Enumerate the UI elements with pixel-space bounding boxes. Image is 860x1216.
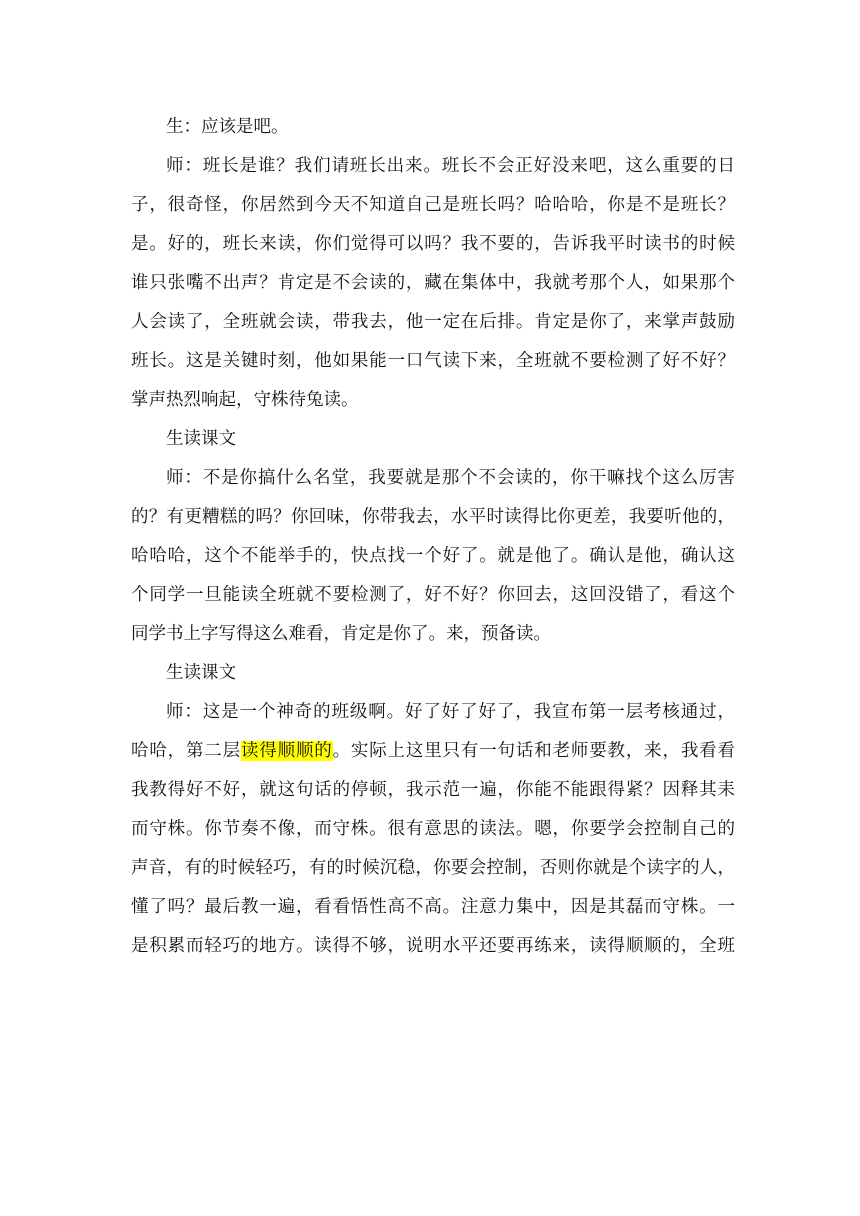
highlighted-text: 读得顺顺的 — [240, 741, 333, 761]
paragraph-line: 谁只张嘴不出声？肯定是不会读的，藏在集体中，我就考那个人，如果那个 — [131, 273, 735, 293]
paragraph-line: 生：应该是吧。 — [166, 117, 289, 137]
paragraph-line: 掌声热烈响起，守株待兔读。 — [131, 390, 359, 410]
paragraph-line: 声音，有的时候轻巧，有的时候沉稳，你要会控制，否则你就是个读字的人， — [131, 858, 735, 878]
paragraph-line: 是。好的，班长来读，你们觉得可以吗？我不要的，告诉我平时读书的时候 — [131, 234, 735, 254]
document-body — [131, 108, 735, 966]
text-segment: 哈哈，第二层 — [131, 741, 241, 761]
paragraph-line: 生读课文 — [166, 663, 236, 683]
paragraph-line: 哈哈哈，这个不能举手的，快点找一个好了。就是他了。确认是他，确认这 — [131, 546, 735, 566]
paragraph-line: 子，很奇怪，你居然到今天不知道自己是班长吗？哈哈哈，你是不是班长？ — [131, 195, 735, 215]
paragraph-line: 班长。这是关键时刻，他如果能一口气读下来，全班就不要检测了好不好？ — [131, 351, 735, 371]
paragraph-line: 师：这是一个神奇的班级啊。好了好了好了，我宣布第一层考核通过， — [166, 702, 735, 722]
paragraph-line: 人会读了，全班就会读，带我去，他一定在后排。肯定是你了，来掌声鼓励 — [131, 312, 735, 332]
paragraph-line: 是积累而轻巧的地方。读得不够，说明水平还要再练来，读得顺顺的，全班 — [131, 936, 735, 956]
text-segment: 。实际上这里只有一句话和老师要教，来，我看看 — [332, 741, 735, 761]
paragraph-line-with-highlight — [131, 732, 735, 771]
paragraph-line: 我教得好不好，就这句话的停顿，我示范一遍，你能不能跟得紧？因释其耒 — [131, 780, 735, 800]
paragraph-line: 生读课文 — [166, 429, 236, 449]
paragraph-line: 同学书上字写得这么难看，肯定是你了。来，预备读。 — [131, 624, 551, 644]
paragraph-line: 的？有更糟糕的吗？你回味，你带我去，水平时读得比你更差，我要听他的， — [131, 507, 735, 527]
paragraph-line: 而守株。你节奏不像，而守株。很有意思的读法。嗯，你要学会控制自己的 — [131, 819, 735, 839]
paragraph-line: 个同学一旦能读全班就不要检测了，好不好？你回去，这回没错了，看这个 — [131, 585, 735, 605]
paragraph-line: 师：不是你搞什么名堂，我要就是那个不会读的，你干嘛找个这么厉害 — [166, 468, 735, 488]
paragraph-line: 师：班长是谁？我们请班长出来。班长不会正好没来吧，这么重要的日 — [166, 156, 735, 176]
paragraph-line: 懂了吗？最后教一遍，看看悟性高不高。注意力集中，因是其磊而守株。一 — [131, 897, 735, 917]
